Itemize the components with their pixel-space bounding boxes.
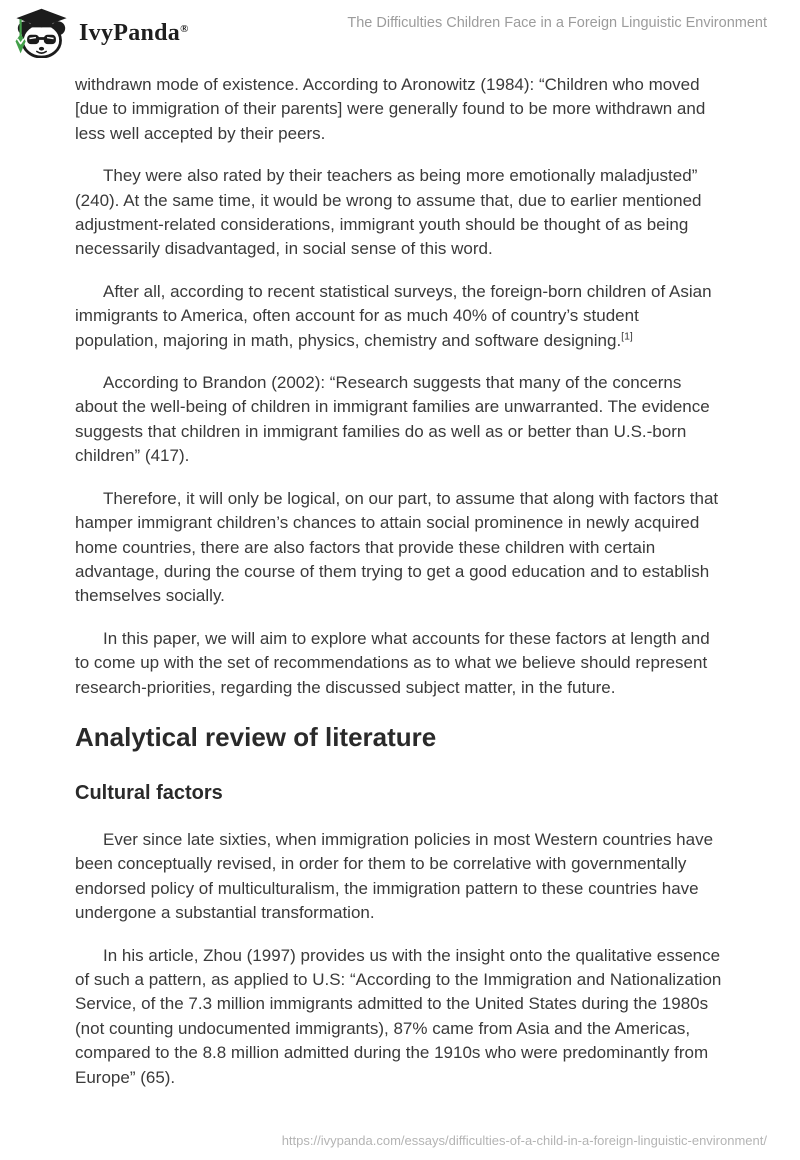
- brand-name: IvyPanda®: [79, 20, 189, 46]
- subsection-heading-text: Cultural factors: [75, 781, 223, 804]
- footnote-ref[interactable]: [1]: [621, 330, 633, 342]
- subsection-heading: [75, 782, 723, 805]
- paragraph-text: withdrawn mode of existence. According to Aronowitz (1984): “Children who moved [due to immigration of their parents] were generally found to be more withdrawn and less well accepted by their peers.: [75, 75, 706, 143]
- paragraph-text: Ever since late sixties, when immigration policies in most Western countries have been conceptually revised, in order for them to be correlative with governmentally endorsed policy of multiculturalism, the immigration pattern to these countries have undergone a substantial transformation.: [75, 829, 714, 923]
- paragraph: [75, 371, 723, 469]
- paragraph: [75, 487, 723, 609]
- paragraph-text: After all, according to recent statistical surveys, the foreign-born children of Asian immigrants to America, often account for as much 40% of country’s student population, majoring in math, physics, chemistry and software designing.: [75, 281, 712, 350]
- paragraph-text: They were also rated by their teachers as being more emotionally maladjusted” (240). At the same time, it would be wrong to assume that, due to earlier mentioned adjustment-related considerations, immigrant youth should be thought of as being necessarily disadvantaged, in social sense of this word.: [75, 166, 702, 259]
- section-heading: [75, 721, 723, 753]
- page-footer: [282, 1133, 767, 1148]
- document-title: The Difficulties Children Face in a Foreign Linguistic Environment: [347, 15, 767, 31]
- paragraph-text: Therefore, it will only be logical, on our part, to assume that along with factors that hamper immigrant children’s chances to attain social prominence in newly acquired home countries, there are also factors that provide these children with certain advantage, during the course of them trying to get a good education and to establish themselves socially.: [75, 488, 719, 606]
- brand-logo[interactable]: [13, 6, 189, 58]
- paragraph: [75, 627, 723, 700]
- section-heading-text: Analytical review of literature: [75, 721, 437, 752]
- panda-graduate-icon: [13, 6, 70, 58]
- article-body: [75, 64, 723, 1108]
- paragraph: [75, 164, 723, 262]
- source-url[interactable]: https://ivypanda.com/essays/difficulties-of-a-child-in-a-foreign-linguistic-environment/: [281, 1133, 767, 1148]
- registered-trademark: ®: [180, 23, 189, 35]
- paragraph: [75, 828, 723, 926]
- paragraph-text: In this paper, we will aim to explore what accounts for these factors at length and to come up with the set of recommendations as to what we believe should represent research-priorities, regarding the discussed subject matter, in the future.: [75, 628, 710, 697]
- site-header: [0, 0, 800, 66]
- paragraph: [75, 280, 723, 353]
- paragraph: [75, 73, 723, 146]
- paragraph-text: According to Brandon (2002): “Research suggests that many of the concerns about the well-being of children in immigrant families are unwarranted. The evidence suggests that children in immigrant families do as well as or better than U.S.-born children” (417).: [75, 373, 710, 466]
- paragraph-text: In his article, Zhou (1997) provides us with the insight onto the qualitative essence of such a pattern, as applied to U.S: “According to the Immigration and Nationalization Service, of the 7.3 million immigrants admitted to the United States during the 1980s (not counting undocumented immigrants), 87% came from Asia and the Americas, compared to the 8.8 million admitted during the 1910s who were predominantly from Europe” (65).: [75, 945, 722, 1087]
- paragraph: [75, 944, 723, 1090]
